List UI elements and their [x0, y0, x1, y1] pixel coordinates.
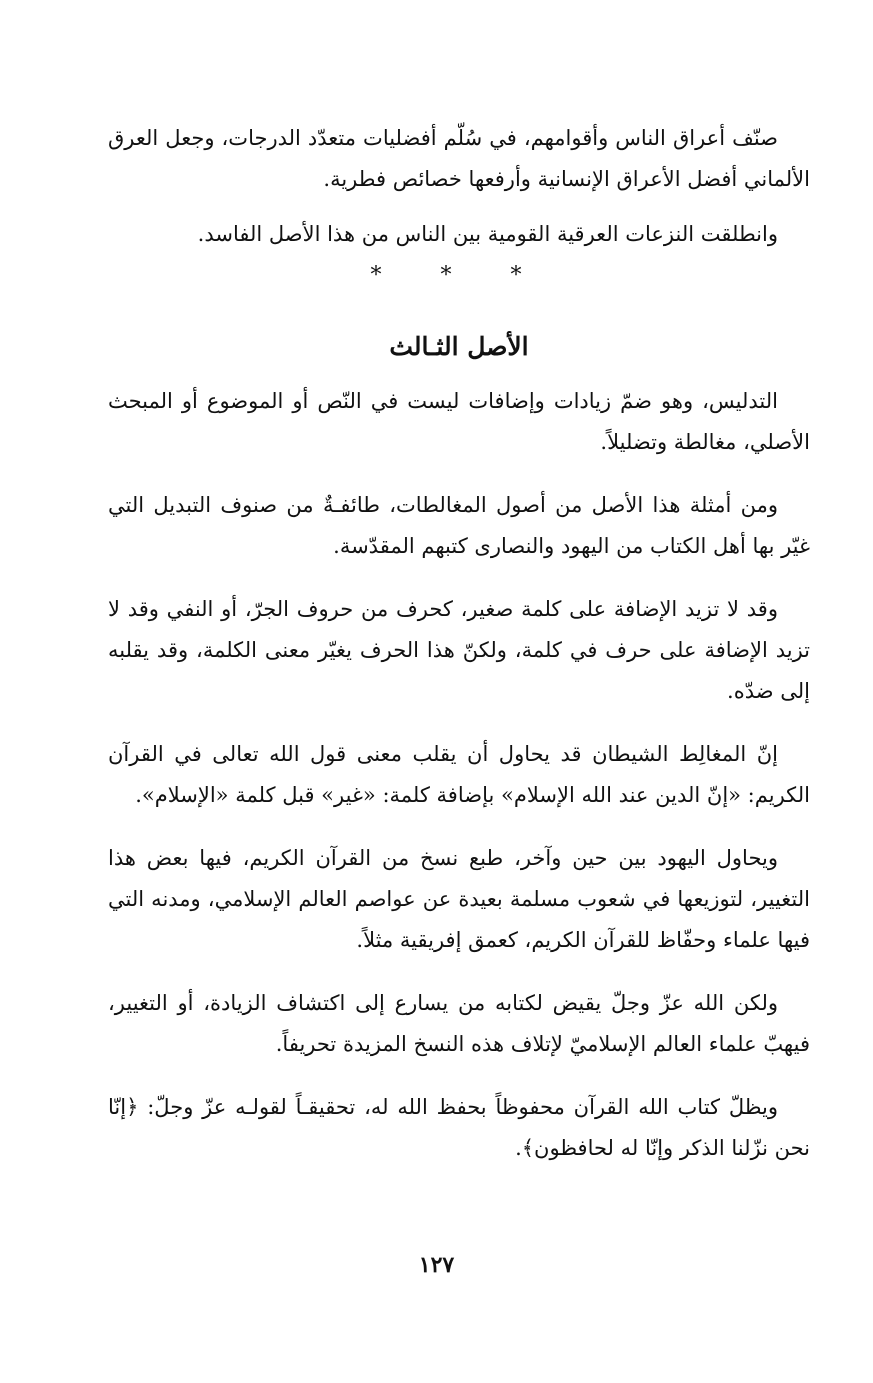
paragraph-top-1: صنّف أعراق الناس وأقوامهم، في سُلّم أفضليات متعدّد الدرجات، وجعل العرق الألماني أفضل الأعراق الإنسانية وأرفعها خصائص فطرية.	[108, 126, 810, 191]
paragraph-2: ومن أمثلة هذا الأصل من أصول المغالطات، طائفـةٌ من صنوف التبديل التي غيّر بها أهل الكتاب من اليهود والنصارى كتبهم المقدّسة.	[108, 493, 810, 558]
section-separator: * * *	[370, 263, 548, 288]
paragraph-1: التدليس، وهو ضمّ زيادات وإضافات ليست في النّص أو الموضوع أو المبحث الأصلي، مغالطة وتضليلاً.	[108, 389, 810, 454]
page-body	[108, 118, 810, 1191]
paragraph-3: وقد لا تزيد الإضافة على كلمة صغير، كحرف من حروف الجرّ، أو النفي وقد لا تزيد الإضافة على حرف في كلمة، ولكنّ هذا الحرف يغيّر معنى الكلمة، وقد يقلبه إلى ضدّه.	[108, 597, 810, 703]
paragraph-5: ويحاول اليهود بين حين وآخر، طبع نسخ من القرآن الكريم، فيها بعض هذا التغيير، لتوزيعها في شعوب مسلمة بعيدة عن عواصم العالم الإسلامي، ومدنه التي فيها علماء وحفّاظ للقرآن الكريم، كعمق إفريقية مثلاً.	[108, 846, 810, 952]
paragraph-4: إنّ المغالِط الشيطان قد يحاول أن يقلب معنى قول الله تعالى في القرآن الكريم: «إنّ الدين عند الله الإسلام» بإضافة كلمة: «غير» قبل كلمة «الإسلام».	[108, 742, 810, 807]
paragraph-7: ويظلّ كتاب الله القرآن محفوظاً بحفظ الله له، تحقيقـاً لقولـه عزّ وجلّ: ﴿إنّا نحن نزّلنا الذكر وإنّا له لحافظون﴾.	[108, 1095, 810, 1160]
page-number: ١٢٧	[418, 1252, 455, 1278]
section-heading: الأصل الثـالث	[389, 332, 529, 361]
paragraph-6: ولكن الله عزّ وجلّ يقيض لكتابه من يسارع إلى اكتشاف الزيادة، أو التغيير، فيهبّ علماء العالم الإسلاميّ لإتلاف هذه النسخ المزيدة تحريفاً.	[108, 991, 810, 1056]
paragraph-top-2: وانطلقت النزعات العرقية القومية بين الناس من هذا الأصل الفاسد.	[197, 222, 778, 246]
